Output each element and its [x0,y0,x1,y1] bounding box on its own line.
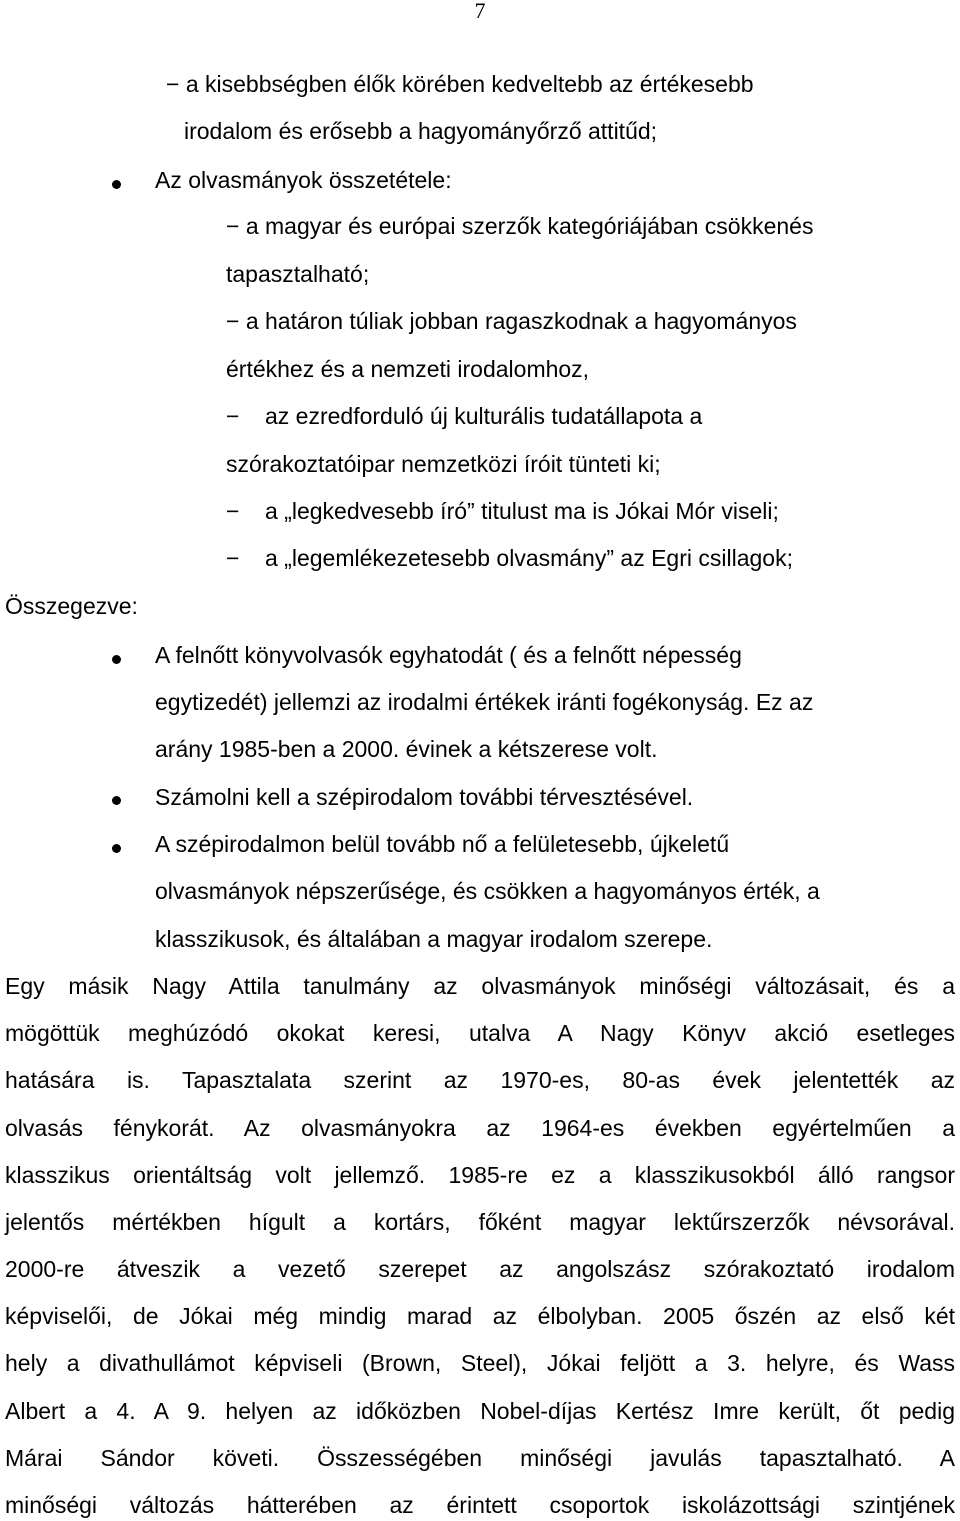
list-item-dash: − a határon túliak jobban ragaszkodnak a hagyományos [226,308,797,334]
paragraph-line: Albert a 4. A 9. helyen az időközben Nobel-díjas Kertész Imre került, őt pedig [5,1398,955,1424]
list-item-continuation: szórakoztatóipar nemzetközi íróit tünteti ki; [226,451,661,477]
paragraph-line: hely a divathullámot képviseli (Brown, Steel), Jókai feljött a 3. helyre, és Wass [5,1350,955,1376]
paragraph-line: Márai Sándor követi. Összességében minőségi javulás tapasztalható. A [5,1445,955,1471]
page-number: 7 [474,0,486,23]
list-item-bullet: Számolni kell a szépirodalom további térvesztésével. [155,784,694,810]
list-item-continuation: egytizedét) jellemzi az irodalmi értékek iránti fogékonyság. Ez az [155,689,814,715]
list-item-continuation: klasszikusok, és általában a magyar irodalom szerepe. [155,926,713,952]
bullet-icon [112,796,121,805]
list-item-bullet: A felnőtt könyvolvasók egyhatodát ( és a felnőtt népesség [155,642,742,668]
bullet-icon [112,844,121,853]
paragraph-line: minőségi változás hátterében az érintett csoportok iskolázottsági szintjének [5,1492,955,1518]
list-item-continuation: értékhez és a nemzeti irodalomhoz, [226,356,590,382]
bullet-icon [112,655,121,664]
paragraph-line: hatására is. Tapasztalata szerint az 1970-es, 80-as évek jelentették az [5,1067,955,1093]
paragraph-line: mögöttük meghúzódó okokat keresi, utalva A Nagy Könyv akció esetleges [5,1020,955,1046]
bullet-icon [112,180,121,189]
list-item-continuation: tapasztalható; [226,261,370,287]
list-item-dash: − a magyar és európai szerzők kategóriájában csökkenés [226,213,814,239]
dash-icon: − [226,545,240,571]
dash-icon: − [226,498,240,524]
list-item-bullet: Az olvasmányok összetétele: [155,167,452,193]
paragraph-line: klasszikus orientáltság volt jellemző. 1985-re ez a klasszikusokból álló rangsor [5,1162,955,1188]
list-item-continuation: irodalom és erősebb a hagyományőrző attitűd; [184,118,658,144]
dash-icon: − [226,403,240,429]
list-item-continuation: arány 1985-ben a 2000. évinek a kétszerese volt. [155,736,658,762]
section-heading: Összegezve: [5,593,138,619]
list-item-dash: − a kisebbségben élők körében kedveltebb az értékesebb [166,71,754,97]
list-item-continuation: olvasmányok népszerűsége, és csökken a hagyományos érték, a [155,878,820,904]
paragraph-line: Egy másik Nagy Attila tanulmány az olvasmányok minőségi változásait, és a [5,973,955,999]
list-item-bullet: A szépirodalmon belül tovább nő a felületesebb, újkeletű [155,831,730,857]
paragraph-line: olvasás fénykorát. Az olvasmányokra az 1964-es években egyértelműen a [5,1115,955,1141]
paragraph-line: jelentős mértékben hígult a kortárs, főként magyar lektűrszerzők névsorával. [5,1209,955,1235]
list-item-dash: az ezredforduló új kulturális tudatállapota a [265,403,703,429]
list-item-dash: a „legemlékezetesebb olvasmány” az Egri csillagok; [265,545,793,571]
paragraph-line: 2000-re átveszik a vezető szerepet az angolszász szórakoztató irodalom [5,1256,955,1282]
list-item-dash: a „legkedvesebb író” titulust ma is Jókai Mór viseli; [265,498,779,524]
paragraph-line: képviselői, de Jókai még mindig marad az élbolyban. 2005 őszén az első két [5,1303,955,1329]
